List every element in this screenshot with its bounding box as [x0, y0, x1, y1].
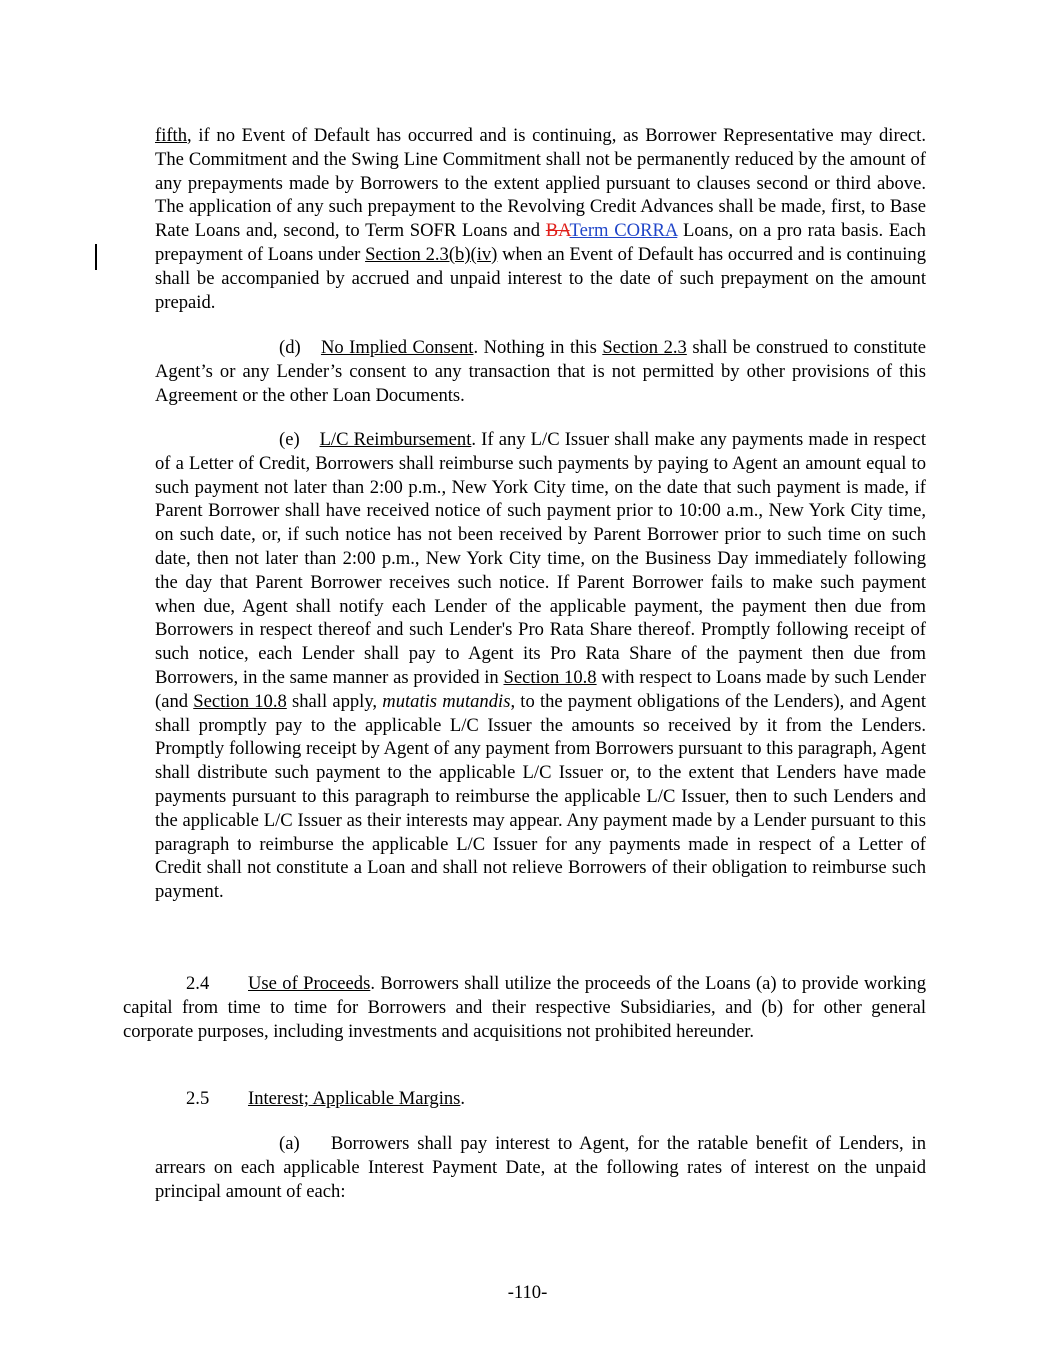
- paragraph-label: (a): [279, 1133, 300, 1154]
- section-heading: Interest; Applicable Margins: [248, 1088, 461, 1109]
- revision-change-bar: [95, 244, 97, 270]
- section-reference: Section 10.8: [503, 666, 597, 688]
- section-number: 2.4: [186, 973, 210, 994]
- paragraph-heading: No Implied Consent: [320, 337, 474, 358]
- deleted-text: BA: [545, 220, 570, 242]
- section-2-5-paragraph-a: (a) Borrowers shall pay interest to Agent, for the ratable benefit of Lenders, in arrears on each applicable Interest Payment Date, at the following rates of interest on the unpaid principal amount of each:: [155, 1133, 927, 1202]
- section-reference: Section 10.8: [193, 690, 287, 712]
- paragraph-label: (e): [279, 429, 300, 450]
- latin-phrase: mutatis mutandis: [382, 690, 511, 712]
- section-number: 2.5: [186, 1088, 210, 1109]
- paragraph-d: (d) No Implied Consent. Nothing in this Section 2.3 shall be construed to constitute Agent’s or any Lender’s consent to any transaction that is not permitted by other provisions of this Agreement or the other Loan Documents.: [155, 337, 926, 406]
- section-reference: Section 2.3(b)(iv): [365, 243, 498, 265]
- page-number: -110-: [507, 1282, 548, 1303]
- lead-term: fifth: [155, 125, 188, 146]
- section-heading: Use of Proceeds: [248, 973, 371, 994]
- paragraph-c-continuation: fifth, if no Event of Default has occurred and is continuing, as Borrower Representative may direct. The Commitment and the Swing Line Commitment shall not be permanently reduced by the amount of any prepayments made by Borrowers to the extent applied pursuant to clauses second or third above. The application of any such prepayment to the Revolving Credit Advances shall be made, first, to Base Rate Loans and, second, to Term SOFR Loans and BATerm CORRA Loans, on a pro rata basis. Each prepayment of Loans under Section 2.3(b)(iv) when an Event of Default has occurred and is continuing shall be accompanied by accrued and unpaid interest to the date of such prepayment on the amount prepaid.: [155, 125, 926, 313]
- paragraph-heading: L/C Reimbursement: [319, 429, 472, 450]
- inserted-text: Term CORRA: [569, 220, 678, 242]
- paragraph-e: (e) L/C Reimbursement. If any L/C Issuer shall make any payments made in respect of a Letter of Credit, Borrowers shall reimburse such payments by paying to Agent an amount equal to such payment not later than 2:00 p.m., New York City time, on the date that such payment is made, if Parent Borrower shall have received notice of such payment prior to 10:00 a.m., New York City time, on such date, or, if such notice has not been received by Parent Borrower prior to such time on such date, then not later than 2:00 p.m., New York City time, on the Business Day immediately following the day that Parent Borrower receives such notice. If Parent Borrower fails to make such payment when due, Agent shall notify each Lender of the applicable payment, the payment then due from Borrowers in respect thereof and such Lender's Pro Rata Share thereof. Promptly following receipt of such notice, each Lender shall pay to Agent its Pro Rata Share of the payment then due from Borrowers, in the same manner as provided in Section 10.8 with respect to Loans made by such Lender (and Section 10.8 shall apply, mutatis mutandis, to the payment obligations of the Lenders), and Agent shall promptly pay to the applicable L/C Issuer the amounts so received by it from the Lenders. Promptly following receipt by Agent of any payment from Borrowers pursuant to this paragraph, Agent shall distribute such payment to the applicable L/C Issuer or, to the extent that Lenders have made payments pursuant to this paragraph to reimburse the applicable L/C Issuer, then to such Lenders and the applicable L/C Issuer as their interests may appear. Any payment made by a Lender pursuant to this paragraph to reimburse the applicable L/C Issuer for any payments made in respect of a Letter of Credit shall not constitute a Loan and shall not relieve Borrowers of their obligation to reimburse such payment.: [155, 429, 926, 903]
- paragraph-label: (d): [279, 337, 301, 358]
- section-reference: Section 2.3: [602, 337, 687, 358]
- section-2-4: 2.4 Use of Proceeds. Borrowers shall utilize the proceeds of the Loans (a) to provide working capital from time to time for Borrowers and their respective Subsidiaries, and (b) for other general corporate purposes, including investments and acquisitions not prohibited hereunder.: [123, 973, 927, 1042]
- section-2-5: 2.5 Interest; Applicable Margins.: [186, 1088, 466, 1109]
